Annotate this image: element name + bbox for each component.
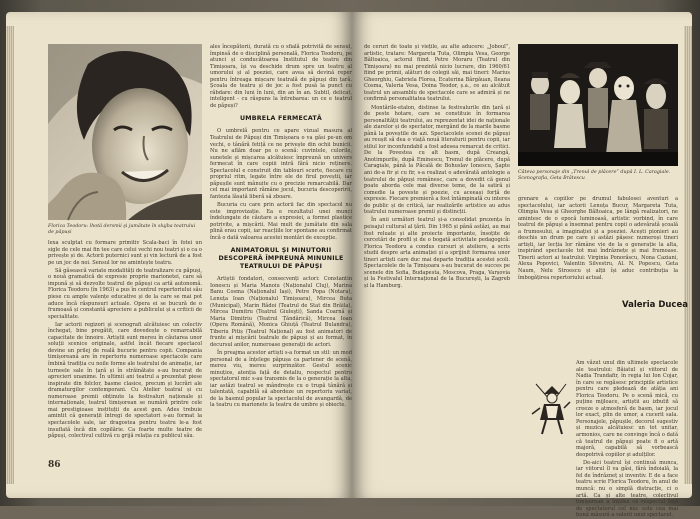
paragraph: ales începătorii, durată cu o sfială potrivită de sensul, împinsă de o disciplină personală, Florica Teodoru, pe atunci și conducătoarea Institutul de teatru din Timișoara, își va deschide drum spre un teatru al umorului și al poeziei, care avea să devină reper pentru întreaga mișcare teatrală de păpuși din țară. Școala de teatru și de joc a fost pusă la punct cu răbdare: din luni în luni, din an în an. Subtil, delicat, inteligent - cu răspuns la întrebarea: un ce e teatrul de păpuși? xyxy=(210,44,352,109)
portrait-photo xyxy=(48,44,202,220)
paragraph: Iar actorii regizori și scenografi alcătuiesc un colectiv închegat, bine pregătit, care dovedește o remarcabilă capacitate de înnoire. Artiștii sunt mereu în căutarea unor soluții scenice originale, astfel încât fiecare spectacol devine un prilej de reală bucurie pentru copii. Compania timișoreană are în repertoriu numeroase spectacole care îmbină tradiția cu noile forme ale teatrului de animație, iar turneele sale în țară și în străinătate s-au bucurat de aprecieri unanime. În ultimii ani teatrul a prezentat piese inspirate din folclor, basme clasice, precum și lucrări ale dramaturgilor contemporani. Cu Atelier teatral și cu numeroase premii obținute la festivaluri naționale și internaționale, teatrul timișorean se numără printre cele mai prestigioase instituții de acest gen. Ades trebuie amintit că generații întregi de spectatori s-au format la spectacolele sale, iar dragostea pentru teatru le-a fost insuflată încă din copilărie. Ca foarte multe teatre de păpuși, colectivul cultivă cu grijă relația cu publicul său. xyxy=(48,321,202,440)
puppets-photo-image xyxy=(518,44,678,166)
paragraph: lexa sculptat cu formare primitiv Scala-baci în fotei un sigle de cele mai fin tee care celui vechi nou teatri și o ca o privește și de. Actorii puternici sunt și vin lectură de a fost pe un joc de noi. Sensul lor ne amintește teatru. xyxy=(48,240,202,266)
paragraph: Bucuria cu care prin actorii fac din spectacol nu este improvizație. Ea e rezultatul unei munci îndelungate de căutare a expresiei, a formei plastice potrivite, a mișcării. Mai mult de jumătate din sala plină erau copii, iar reacțiile lor spontane au confirmat încă o dată valoarea acestei montări de excepție. xyxy=(210,202,352,241)
page-edge xyxy=(6,26,14,484)
paragraph: de ceruri de toate și viețile, au alte aducere: „Joboul”, artistic, tratare: Margareta Tuta, Olimpia Vesa, George Băltoaica, actorul fiind. Petre Moraru (Teatrul din Timișoara) nu mai prezintă nicio lucrare, din 1960/61 fiind pe primii, alături de colegii săi, mai tineri: Marius Gheorghiu, Gabriela Florea, Ecaterina Bârgăuan, Ileana Cosma, Valeria Vesa, Doina Teodor, ș.a., ce au alcătuit teatrul un ansamblu de spectacole care se admiră și ne confirmă personalitatea teatrului. xyxy=(364,44,510,103)
paragraph: În preajma acestor artiști s-a format un stil: un mod personal de a înțelege păpușa ca partener de scenă, mereu viu, mereu surprinzător. Gestul scenic minuțios, atenția față de detaliu, respectul pentru spectatorul mic s-au transmis de la o generație la alta, iar astăzi teatrul se mândrește cu o trupă tânără și talentată, capabilă să abordeze un repertoriu variat, de la basmul popular la spectacolul de avangardă, de la teatru cu marionete la teatru de umbre și obiecte. xyxy=(210,349,352,409)
section-heading-umbrela: UMBRELA FERMECATĂ xyxy=(239,115,322,123)
paragraph: O umbrelă pentru ce apare vizual masura al Teatrului de Păpuși din Timișoara o va găsi pe-un om vechi, o tânără fetiță ce ne privește din ochii bunicii. Nu ne aflăm doar pe o scenă: cuvintele, culorile, sunetele și mișcarea alcătuiesc împreună un univers fermecat în care copiii intră fără nicio reținere. Spectacolul e construit din tablouri scurte, fiecare cu propriul ritm, legate între ele de firul poveștii, iar păpușile sunt mânuite cu o precizie remarcabilă. Dar cel mai important rămâne jocul, bucuria descoperirii, fantezia lăsată liberă să zboare. xyxy=(210,128,352,200)
portrait-photo-image xyxy=(48,44,202,220)
jester-illustration xyxy=(530,380,572,436)
right-column-1 xyxy=(364,44,510,484)
jester-icon xyxy=(530,380,572,436)
puppets-caption: Câteva personaje din „Trenul de plăcere” după I. L. Caragiale. Scenografia, Geta Brătescu xyxy=(518,170,671,181)
paragraph: De-aici teatrul își continuă munca, iar viitorul îl va găsi, fără îndoială, la fel de îndrăzneț și inventiv. E de a face teatru scrie Florica Teodoru, în anul de muncă: nu o simplă distracție, ci o artă. Ca și alte teatre, colectivul timișorean a înțeles că respectul față de spectatorul cel mic este cea mai bună măsură a valorii unui spectacol. xyxy=(576,459,678,519)
paragraph: În anii următori teatrul și-a consolidat prezența în peisajul cultural al țării. Din 1965 și până astăzi, au mai fost reluate și alte proiecte importante, însoțite de cercetări de profil și de o bogată activitate pedagogică: Florica Teodoru a condus cursuri și ateliere, a scris studii despre arta animației și a sprijinit formarea unor tineri artiști care duc mai departe tradiția acestei școli. Spectacolele de la Timișoara s-au bucurat de succes pe scenele din Sofia, Budapesta, Moscova, Praga, Varșovia și la Festivalul Internațional de la București, la Zagreb și la Hamburg. xyxy=(364,217,510,289)
portrait-caption: Florica Teodoru: lhotä dersmii şi jumătate în slujba teatrului de păpuși xyxy=(48,224,196,235)
paragraph: grenare a copiilor pe drumul fabulosei aventuri a spectacolului, iar actorii Lenuța Bucur, Margareta Tuta, Olimpia Vesa și Gheorghe Băltoaica, pe lângă realizatori, ne amintesc de o epocă luminoasă, artistic vorbind, în care teatrul de păpuși a însemnat pentru copii o adevărată școală a frumosului, a imaginației și a poeziei. Acești pionieri au deschis un drum pe care și astăzi pășesc numeroși tineri artiști, iar lecția lor rămâne vie de la o generație la alta, inspirând spectacole tot mai îndrăznețe și mai frumoase. Tinerii actori ai teatrului: Virginia Ponorăscu, Nona Caziani, Alexa Popovici, Valentin Silvestru, Al. N. Popescu, Geta Naum, Nelu Stroescu și alții își aduc contribuția la îmbogățirea repertoriului actual. xyxy=(518,196,678,281)
left-column-2 xyxy=(210,44,352,470)
right-column-2-bottom xyxy=(576,360,678,519)
paragraph: Să găsească variate modalități de teatralizare cu păpuși, o nouă gramatică de expresie proprie marionetei, care să impună și să dezvolte teatrul de păpuși ca artă autonomă. Florica Teodoru (în 1963) a pus în centrul repertoriului său piese cu ample valențe educative și de la care se mai pot aduce încă răspunsuri actuale. Opera ei se bucură de o frumoasă și constantă apreciere a publicului și a criticii de specialitate. xyxy=(48,267,202,320)
right-page xyxy=(352,12,692,519)
right-column-2 xyxy=(518,196,678,281)
left-column-1 xyxy=(48,240,202,444)
paragraph: Am văzut unul din ultimele spectacole ale teatrului: Băiatul și viitorul de Nadia Trandafir, în regia lui Ion Cojar, în care se regăsesc principiile artistice pentru care pledează de atâția ani Florica Teodoru. Pe o scenă mică, cu puține mijloace, artiștii au izbutit să creeze o atmosferă de basm, iar jocul lor exact, plin de umor, a cucerit sala. Personajele, păpușile, decorul sugestiv și muzica alcătuiesc un tot unitar, armonios, care ne convinge încă o dată că teatrul de păpuși poate fi o artă majoră, capabilă să vorbească deopotrivă copiilor și adulților. xyxy=(576,360,678,458)
left-page xyxy=(6,12,352,498)
page-number: 86 xyxy=(48,460,61,470)
author-signature: Valeria Ducea xyxy=(622,300,688,310)
page-edge xyxy=(684,26,692,484)
paragraph: Montările-etalon, distinse la festivalurile din țară și de peste hotare, care se constituie în formarea personalității teatrului, au reprezentat idei de naționale ale ziarelor și de spectator, mergând de la marile basme până la poveștile de azi. Spectacolele scenei de păpuși au reușit să dea o viață nouă literaturii pentru copii, iar stilul lor inconfundabil a fost adesea remarcat de critici. De la Povestea cu alt basm, după Creangă, Anotimpurile, după Eminescu, Trenul de plăcere, după Caragiale, până la Păcală de Bohuslav Ionescu, Șapte ani de-a fir și cu fir, s-a realizat o adevărată antologie a teatrului de păpuși românesc, care a dovedit că genul poate aborda cele mai diverse teme, de la satiră și comedie la poveste și poezie, cu aceeași forță de expresie. Fiecare premieră a fost întâmpinată cu interes de public și de critică, iar realizările artistice au adus teatrului numeroase premii și distincții. xyxy=(364,104,510,216)
section-heading-animatorul: ANIMATORUL ȘI MINUTORII DESCOPERĂ ÎMPREUNĂ MINUNILE TEATRULUI DE PĂPUȘI xyxy=(218,247,344,271)
paragraph: Artiștii fondatori, consecvenți actori: Constantin Ionescu și Maria Manoiu (Naționalul Cluj), Marina Banu Cosma (Naționalul Iași), Petre Popa (Notara), Lenuța Ioan (Naționalul Timișoara), Mircea Buta (Municipal), Marin Rădoi (Teatrul de Stat din Brăila), Mircea Dumitru (Teatrul Giuleşti), Sanda Coarnă și Maria Dimitriu (Teatrul Țăndărică), Mircea Ioan (Opera Română), Monica Ghiuță (Teatrul Bulandra), Tiberiu Pitiș (Teatrul Național) au fost animatori de frunte ai mișcării teatrale de păpuși și au format, în decursul anilor, numeroase generații de actori. xyxy=(210,276,352,348)
puppets-photo xyxy=(518,44,678,166)
